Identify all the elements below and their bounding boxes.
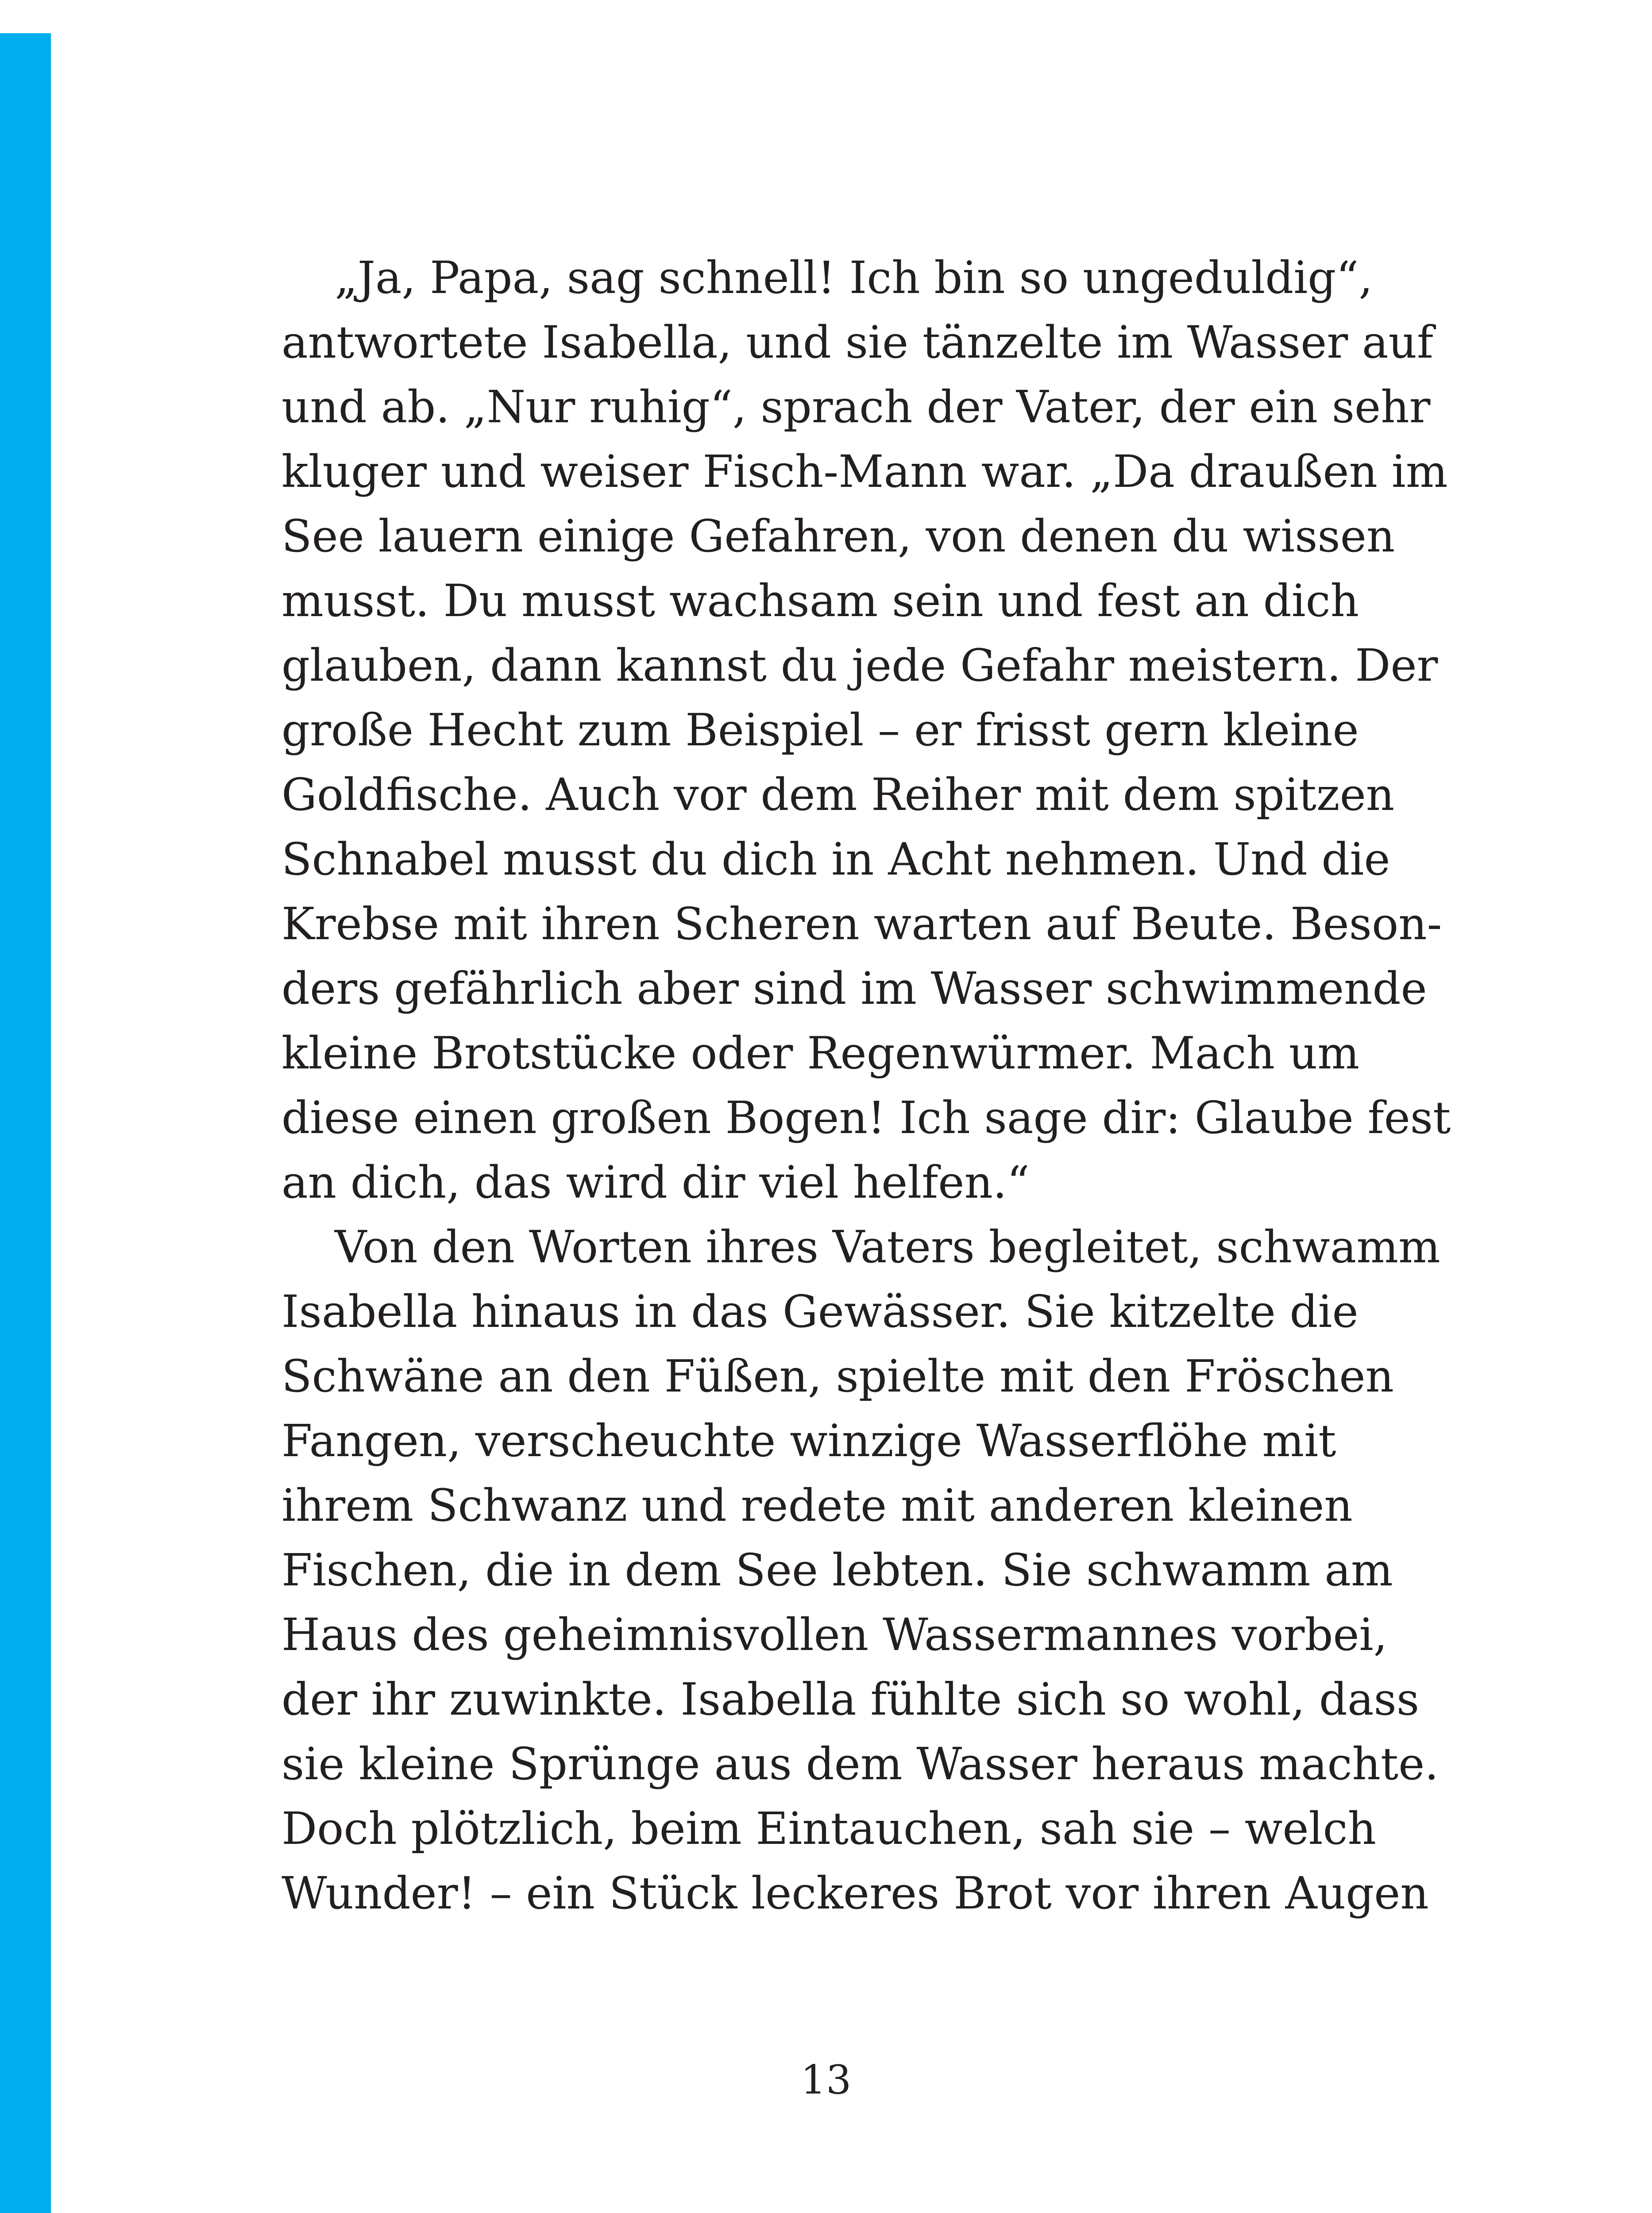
text-line: Von den Worten ihres Vaters begleitet, schwamm: [335, 1221, 1440, 1273]
text-line: Schnabel musst du dich in Acht nehmen. Und die: [282, 833, 1390, 885]
text-line: sie kleine Sprünge aus dem Wasser heraus machte.: [282, 1738, 1439, 1790]
text-line: glauben, dann kannst du jede Gefahr meistern. Der: [282, 640, 1438, 691]
text-line: Wunder! – ein Stück leckeres Brot vor ihren Augen: [282, 1867, 1429, 1919]
text-line: Fischen, die in dem See lebten. Sie schwamm am: [282, 1544, 1393, 1596]
text-line: und ab. „Nur ruhig“, sprach der Vater, der ein sehr: [282, 381, 1431, 433]
text-line: Goldfische. Auch vor dem Reiher mit dem spitzen: [282, 769, 1395, 821]
text-line: antwortete Isabella, und sie tänzelte im Wasser auf: [282, 316, 1433, 368]
text-line: Fangen, verscheuchte winzige Wasserflöhe mit: [282, 1415, 1336, 1467]
text-line: Krebse mit ihren Scheren warten auf Beute. Beson-: [282, 898, 1442, 950]
text-line: See lauern einige Gefahren, von denen du wissen: [282, 510, 1395, 562]
text-line: Haus des geheimnisvollen Wassermannes vorbei,: [282, 1609, 1388, 1661]
text-line: kleine Brotstücke oder Regenwürmer. Mach um: [282, 1027, 1359, 1079]
text-line: Isabella hinaus in das Gewässer. Sie kitzelte die: [282, 1286, 1359, 1338]
text-line: „Ja, Papa, sag schnell! Ich bin so ungeduldig“,: [335, 252, 1373, 304]
text-line: ihrem Schwanz und redete mit anderen kleinen: [282, 1480, 1353, 1531]
text-line: ders gefährlich aber sind im Wasser schwimmende: [282, 963, 1427, 1014]
text-line: musst. Du musst wachsam sein und fest an dich: [282, 575, 1359, 627]
text-line: Doch plötzlich, beim Eintauchen, sah sie – welch: [282, 1803, 1376, 1854]
text-line: kluger und weiser Fisch-Mann war. „Da draußen im: [282, 446, 1448, 497]
text-line: der ihr zuwinkte. Isabella fühlte sich so wohl, dass: [282, 1673, 1420, 1725]
text-line: große Hecht zum Beispiel – er frisst gern kleine: [282, 704, 1359, 756]
text-line: Schwäne an den Füßen, spielte mit den Fröschen: [282, 1350, 1394, 1402]
blue-margin-bar: [0, 33, 51, 2213]
body-text: [282, 246, 1451, 1926]
text-line: an dich, das wird dir viel helfen.“: [282, 1157, 1030, 1208]
page-number: 13: [800, 2057, 852, 2103]
text-line: diese einen großen Bogen! Ich sage dir: Glaube fest: [282, 1092, 1451, 1144]
